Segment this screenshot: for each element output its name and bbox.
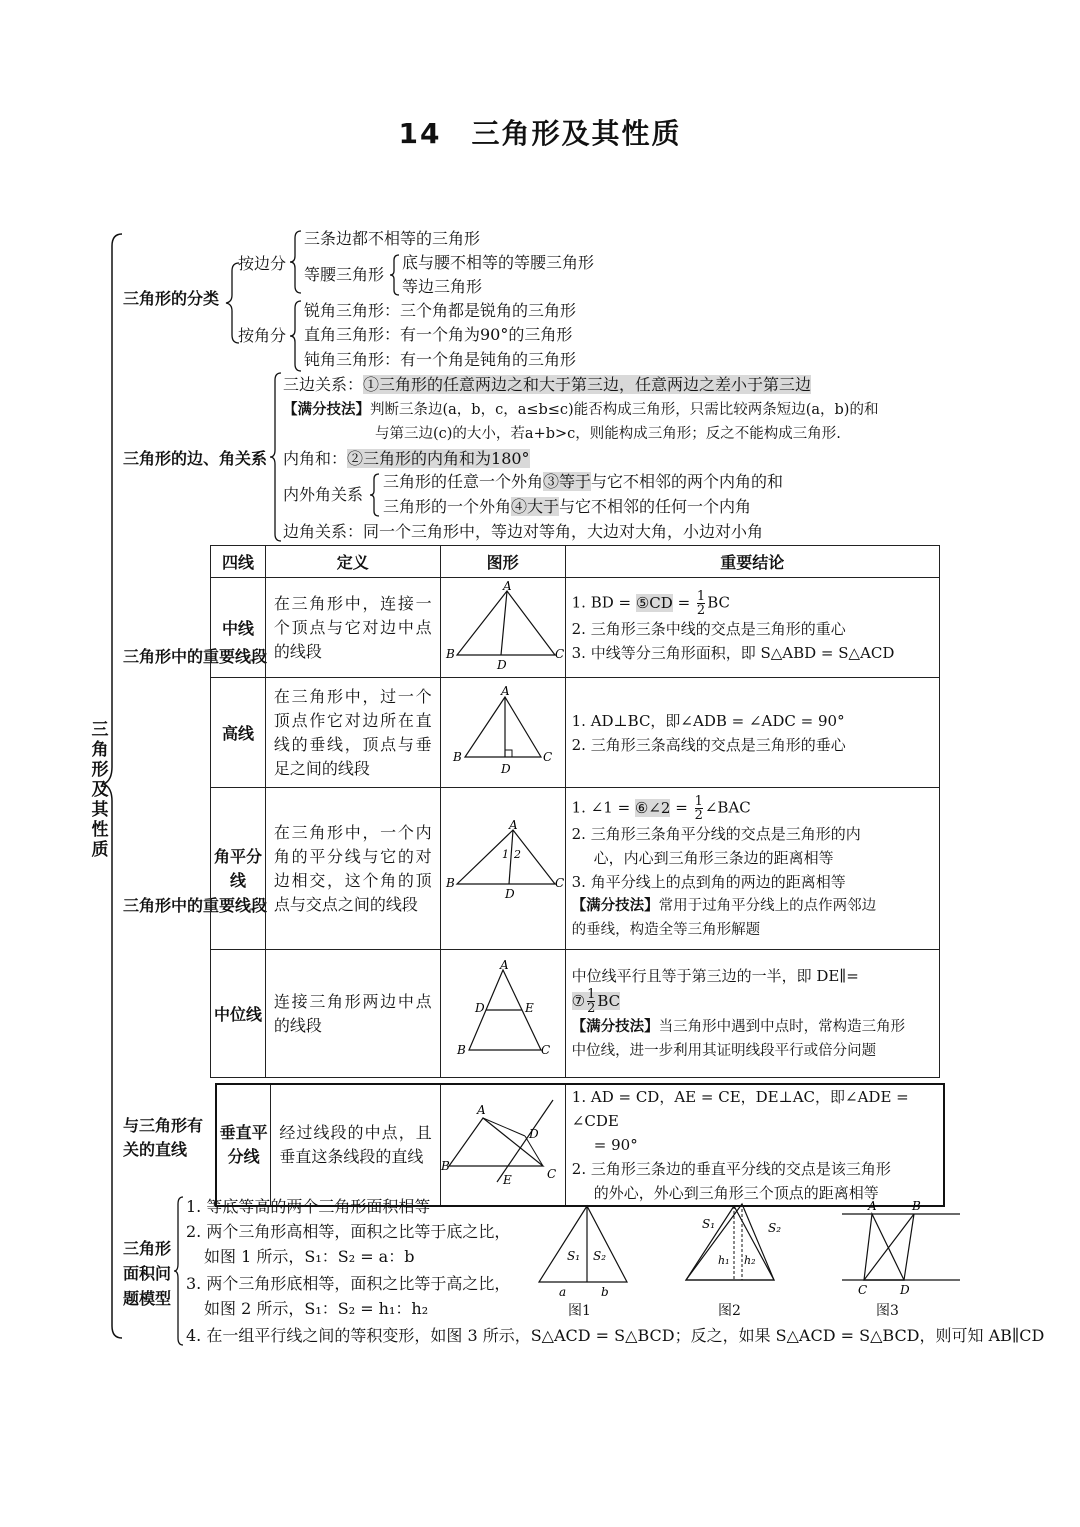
- obtuse-text: 钝角三角形：有一个角是钝角的三角形: [304, 350, 577, 369]
- svg-text:E: E: [502, 1173, 512, 1187]
- median-conclusions: [566, 590, 939, 665]
- isosceles-label: 等腰三角形: [304, 265, 385, 284]
- area-figure-1: [535, 1202, 635, 1302]
- svg-text:C: C: [554, 875, 564, 890]
- area-m4: 4. 在一组平行线之间的等积变形，如图 3 所示，S△ACD = S△BCD；反之，如果 S△ACD = S△BCD，则可知 AB∥CD: [186, 1326, 1045, 1345]
- midline-c1: 中位线平行且等于第三边的一半，即 DE∥=: [571, 967, 859, 985]
- header-conclusion: 重要结论: [565, 546, 939, 578]
- by-angle-brace: [288, 300, 304, 372]
- altitude-c2: 2. 三角形三条高线的交点是三角形的垂心: [571, 735, 846, 754]
- median-c3: 3. 中线等分三角形面积，即 S△ABD = S△ACD: [571, 644, 895, 662]
- acute-text: 锐角三角形：三个角都是锐角的三角形: [304, 301, 577, 320]
- midline-c1-fill: [572, 988, 933, 1015]
- area-m2a: 2. 两个三角形高相等，面积之比等于底之比，: [186, 1222, 511, 1241]
- svg-text:C: C: [858, 1283, 868, 1297]
- bisector-c2a: 2. 三角形三条角平分线的交点是三角形的内: [571, 825, 861, 843]
- perp-name: 垂直平分线: [216, 1084, 271, 1206]
- svg-text:B: B: [440, 1159, 450, 1173]
- bisector-c2b: 心，内心到三角形三条边的距离相等: [593, 849, 834, 867]
- perp-c1a: 1. AD = CD，AE = CE，DE⊥AC，即∠ADE = ∠CDE: [571, 1088, 909, 1130]
- fig1-caption: 图1: [568, 1303, 591, 1319]
- relations-brace: [268, 372, 284, 542]
- midline-tip-a: 【满分技法】当三角形中遇到中点时，常构造三角形: [571, 1019, 906, 1035]
- bisector-definition: 在三角形中，一个内角的平分线与它的对边相交，这个角的顶点与交点之间的线段: [273, 822, 432, 914]
- bisector-tip-a: 【满分技法】常用于过角平分线上的点作两邻边: [571, 898, 877, 914]
- area-m3a: 3. 两个三角形底相等，面积之比等于高之比，: [186, 1274, 511, 1293]
- svg-text:2: 2: [513, 847, 521, 861]
- svg-text:a: a: [559, 1285, 567, 1299]
- right-text: 直角三角形：有一个角为90°的三角形: [304, 325, 573, 344]
- altitude-definition: 在三角形中，过一个顶点作它对边所在直线的垂线，顶点与垂足之间的线段: [273, 686, 432, 778]
- perp-c2b: 的外心，外心到三角形三个顶点的距离相等: [593, 1184, 879, 1202]
- svg-text:S₂: S₂: [768, 1221, 782, 1235]
- svg-text:E: E: [524, 1000, 534, 1015]
- equilateral-text: 等边三角形: [402, 277, 483, 296]
- table-header-row: [211, 546, 940, 578]
- blank-2: ②三角形的内角和为180°: [347, 449, 530, 468]
- sides-relation: 三边关系：①三角形的任意两边之和大于第三边，任意两边之差小于第三边: [283, 375, 812, 394]
- area-figure-3: [838, 1196, 964, 1300]
- table-row-midline: [211, 950, 940, 1078]
- median-c2: 2. 三角形三条中线的交点是三角形的重心: [571, 620, 846, 638]
- table-row-perp: [216, 1084, 944, 1206]
- svg-text:1: 1: [501, 847, 509, 861]
- lines-table: [210, 545, 940, 1078]
- bisector-name: 角平分线: [211, 788, 266, 950]
- svg-text:S₁: S₁: [567, 1249, 581, 1263]
- blank-3: ③等于: [543, 472, 592, 491]
- svg-text:A: A: [502, 578, 512, 593]
- classification-label: 三角形的分类: [123, 289, 220, 308]
- area-m1: 1. 等底等高的两个三角形面积相等: [186, 1197, 431, 1216]
- altitude-c1: 1. AD⊥BC，即∠ADB = ∠ADC = 90°: [571, 711, 845, 730]
- header-four-lines: 四线: [211, 546, 266, 578]
- area-brace: [172, 1196, 186, 1346]
- interior-sum: 内角和：②三角形的内角和为180°: [283, 449, 530, 468]
- svg-text:B: B: [445, 646, 455, 661]
- blank-5: ⑤CD: [635, 593, 673, 612]
- midline-figure: [443, 957, 563, 1062]
- area-m3b: 如图 2 所示，S₁：S₂ = h₁：h₂: [204, 1299, 429, 1318]
- perp-conclusions: [566, 1085, 943, 1205]
- lines-label-2: 三角形中的重要线段: [123, 896, 268, 915]
- area-figure-2: [680, 1198, 790, 1294]
- median-name: 中线: [211, 578, 266, 678]
- svg-text:B: B: [456, 1042, 466, 1057]
- svg-text:A: A: [508, 817, 518, 832]
- blank-7: ⑦ $\frac{1}{2}$ BC: [571, 987, 621, 1016]
- table-row-median: [211, 578, 940, 678]
- midline-tip-b: 中位线，进一步利用其证明线段平行或倍分问题: [571, 1043, 877, 1059]
- relations-label: 三角形的边、角关系: [123, 449, 268, 468]
- svg-text:h₁: h₁: [718, 1254, 730, 1267]
- svg-text:D: D: [496, 657, 507, 672]
- bisector-conclusions: [566, 795, 939, 942]
- svg-text:C: C: [540, 1042, 550, 1057]
- svg-text:D: D: [504, 886, 515, 901]
- perp-c1b: = 90°: [593, 1136, 638, 1154]
- table-row-bisector: [211, 788, 940, 950]
- scalene-text: 三条边都不相等的三角形: [304, 229, 481, 248]
- by-angle-label: 按角分: [238, 326, 287, 345]
- iso-base-text: 底与腰不相等的等腰三角形: [402, 253, 595, 272]
- ext-brace: [368, 473, 382, 517]
- ext-relation-2: 三角形的一个外角④大于与它不相邻的任何一个内角: [383, 497, 752, 516]
- lines-label-1: 三角形中的重要线段: [123, 647, 268, 666]
- altitude-conclusions: [566, 709, 939, 757]
- bisector-c1: 1. ∠1 = ⑥∠2 = $\frac{1}{2}$ ∠BAC: [571, 794, 751, 823]
- perp-table: [215, 1083, 945, 1207]
- tip-line-1: 【满分技法】判断三条边(a，b，c，a≤b≤c)能否构成三角形，只需比较两条短边(a，b)的和: [283, 402, 879, 418]
- perp-label: 与三角形有关的直线: [123, 1116, 204, 1159]
- svg-text:D: D: [474, 1000, 485, 1015]
- svg-text:C: C: [554, 646, 564, 661]
- svg-text:B: B: [912, 1199, 921, 1213]
- median-figure: [443, 578, 564, 672]
- perp-figure: [441, 1094, 565, 1192]
- vertical-title: 三 角 形 及 其 性 质: [91, 720, 109, 860]
- blank-4: ④大于: [511, 497, 560, 516]
- bisector-tip-b: 的垂线，构造全等三角形解题: [571, 922, 761, 938]
- svg-text:A: A: [868, 1199, 877, 1213]
- page-title: 14 三角形及其性质: [398, 117, 682, 150]
- table-row-altitude: [211, 678, 940, 788]
- blank-1: ①三角形的任意两边之和大于第三边，任意两边之差小于第三边: [363, 375, 812, 394]
- svg-text:A: A: [500, 683, 510, 698]
- svg-text:b: b: [601, 1285, 609, 1299]
- svg-text:S₂: S₂: [593, 1249, 607, 1263]
- fig2-caption: 图2: [718, 1303, 741, 1319]
- perp-c2a: 2. 三角形三条边的垂直平分线的交点是该三角形: [571, 1160, 891, 1178]
- altitude-name: 高线: [211, 678, 266, 788]
- midline-definition: 连接三角形两边中点的线段: [273, 991, 432, 1035]
- isosceles-brace: [388, 254, 402, 296]
- header-definition: 定义: [265, 546, 440, 578]
- svg-text:C: C: [542, 749, 552, 764]
- by-side-label: 按边分: [238, 254, 287, 273]
- svg-text:D: D: [500, 761, 511, 776]
- svg-text:S₁: S₁: [702, 1217, 716, 1231]
- ext-relation-1: 三角形的任意一个外角③等于与它不相邻的两个内角的和: [383, 472, 784, 491]
- svg-text:B: B: [445, 875, 455, 890]
- bisector-c3: 3. 角平分线上的点到角的两边的距离相等: [571, 873, 846, 891]
- fig3-caption: 图3: [876, 1303, 899, 1319]
- side-angle-relation: 边角关系：同一个三角形中，等边对等角，大边对大角，小边对小角: [283, 522, 764, 541]
- midline-name: 中位线: [211, 950, 266, 1078]
- svg-text:B: B: [452, 749, 462, 764]
- header-figure: 图形: [440, 546, 565, 578]
- median-c1: 1. BD = ⑤CD = $\frac{1}{2}$ BC: [571, 589, 730, 618]
- svg-text:D: D: [900, 1283, 910, 1297]
- tip-line-2: 与第三边(c)的大小，若a+b>c，则能构成三角形；反之不能构成三角形.: [375, 426, 841, 442]
- svg-text:A: A: [499, 957, 509, 972]
- blank-6: ⑥∠2: [634, 798, 671, 817]
- svg-text:D: D: [528, 1127, 539, 1141]
- svg-text:h₂: h₂: [744, 1254, 756, 1267]
- area-label: 三角形面积问题模型: [123, 1239, 172, 1308]
- altitude-figure: [443, 683, 563, 779]
- by-side-brace: [288, 230, 304, 294]
- midline-conclusions: [566, 964, 939, 1063]
- median-definition: 在三角形中，连接一个顶点与它对边中点的线段: [273, 593, 432, 661]
- svg-text:A: A: [476, 1103, 486, 1117]
- ext-label: 内外角关系: [283, 485, 364, 504]
- perp-definition: 经过线段的中点，且垂直这条线段的直线: [279, 1123, 432, 1166]
- bisector-figure: [443, 817, 564, 912]
- svg-text:C: C: [546, 1167, 556, 1181]
- area-m2b: 如图 1 所示，S₁：S₂ = a：b: [204, 1247, 415, 1266]
